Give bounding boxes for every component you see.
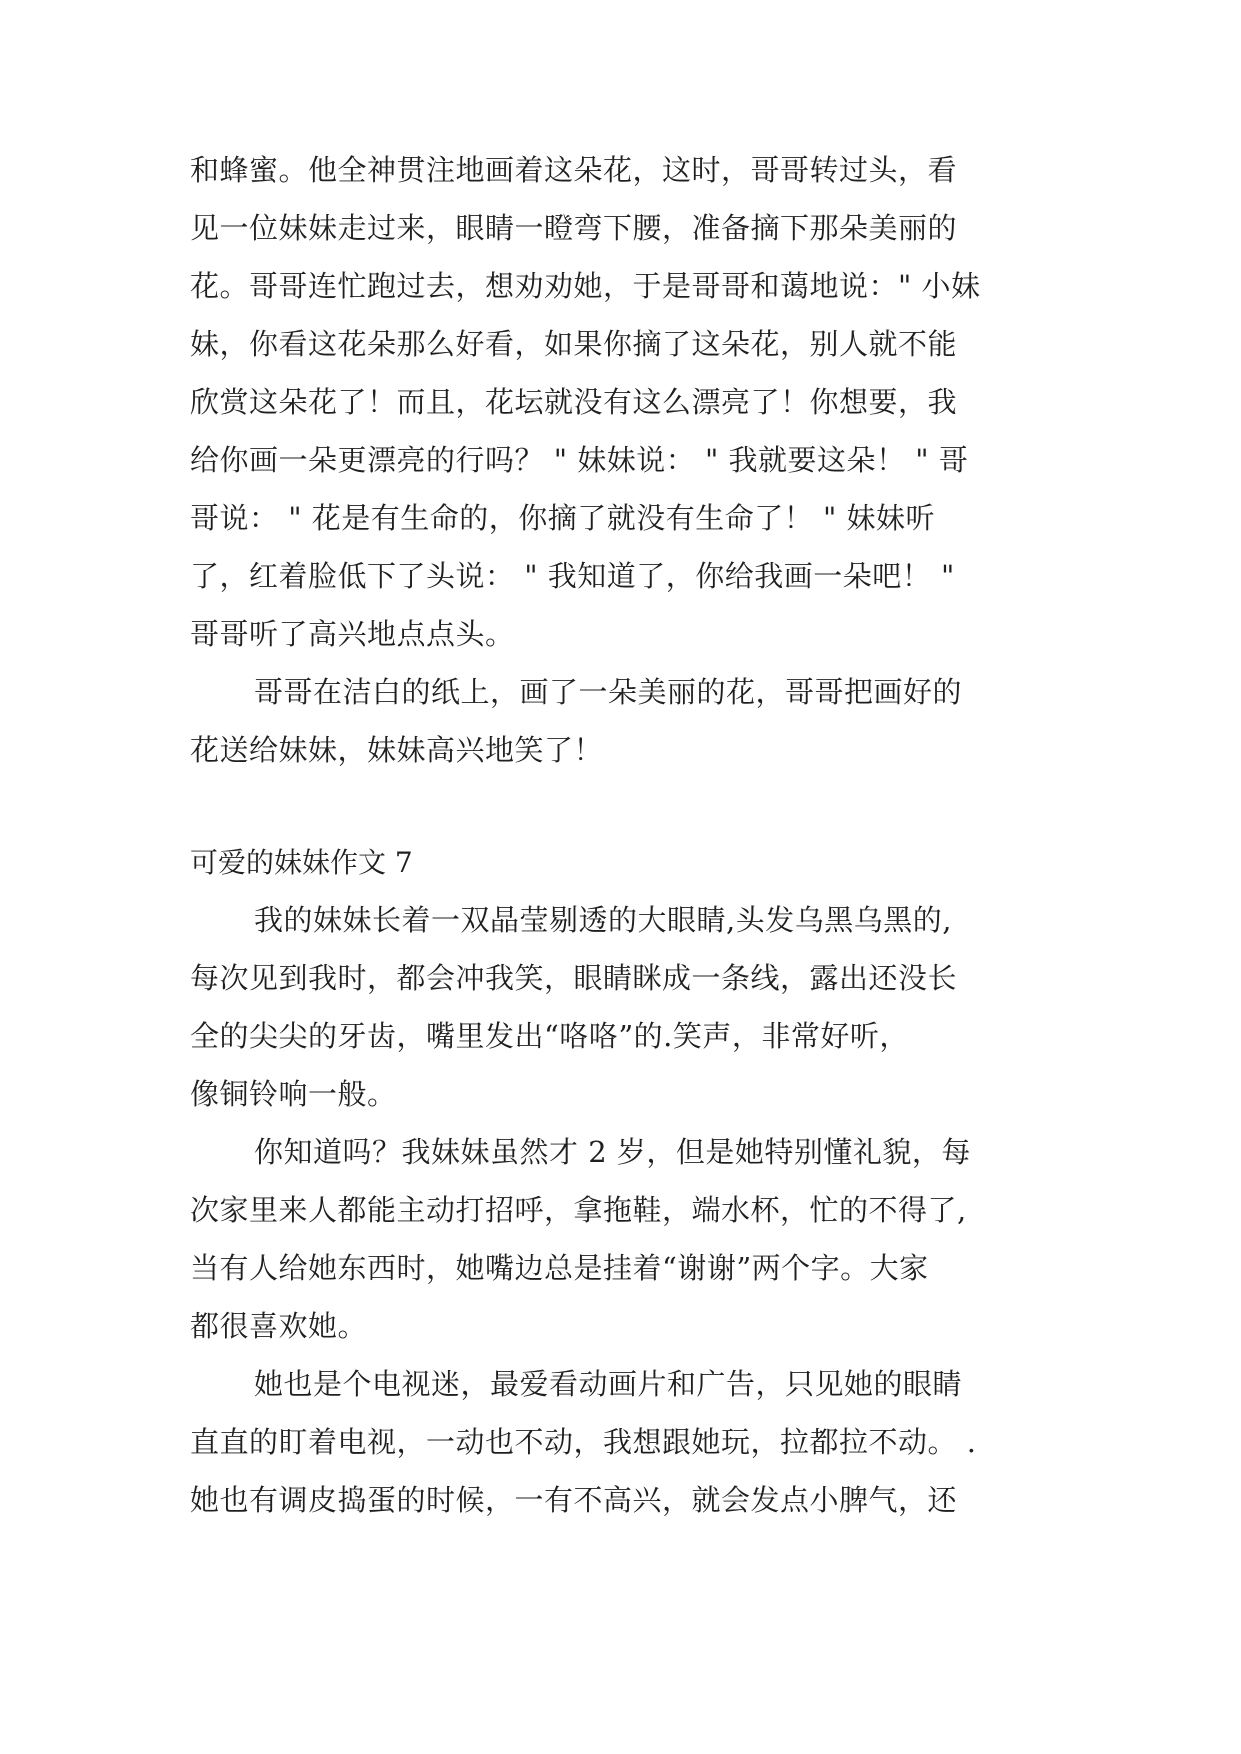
text-line: 和蜂蜜。他全神贯注地画着这朵花，这时，哥哥转过头，看	[190, 153, 958, 187]
text-line: 当有人给她东西时，她嘴边总是挂着“谢谢”两个字。大家	[190, 1251, 929, 1285]
paragraph-first-line: 你知道吗？我妹妹虽然才 2 岁，但是她特别懂礼貌，每	[254, 1135, 971, 1169]
text-line: 妹，你看这花朵那么好看，如果你摘了这朵花，别人就不能	[190, 327, 958, 361]
text-line: 见一位妹妹走过来，眼睛一瞪弯下腰，准备摘下那朵美丽的	[190, 211, 958, 245]
text-line: 哥说： " 花是有生命的，你摘了就没有生命了！ " 妹妹听	[190, 501, 936, 535]
text-line: 都很喜欢她。	[190, 1309, 368, 1343]
text-line: 哥哥听了高兴地点点头。	[190, 617, 515, 651]
text-line: 直直的盯着电视，一动也不动，我想跟她玩，拉都拉不动。 .	[190, 1425, 977, 1459]
text-line: 给你画一朵更漂亮的行吗？ " 妹妹说： " 我就要这朵！ " 哥	[190, 443, 969, 477]
text-line: 她也有调皮捣蛋的时候，一有不高兴，就会发点小脾气，还	[190, 1483, 958, 1517]
text-line: 像铜铃响一般。	[190, 1077, 397, 1111]
text-line: 每次见到我时，都会冲我笑，眼睛眯成一条线，露出还没长	[190, 961, 958, 995]
paragraph-first-line: 她也是个电视迷，最爱看动画片和广告，只见她的眼睛	[254, 1367, 963, 1401]
text-line: 欣赏这朵花了！而且，花坛就没有这么漂亮了！你想要，我	[190, 385, 958, 419]
text-line: 次家里来人都能主动打招呼，拿拖鞋，端水杯，忙的不得了,	[190, 1193, 967, 1227]
text-line: 了，红着脸低下了头说： " 我知道了，你给我画一朵吧！ "	[190, 559, 955, 593]
section-heading: 可爱的妹妹作文 7	[190, 846, 413, 879]
text-line: 全的尖尖的牙齿，嘴里发出“咯咯”的.笑声，非常好听，	[190, 1019, 909, 1053]
paragraph-first-line: 我的妹妹长着一双晶莹剔透的大眼睛,头发乌黑乌黑的,	[254, 903, 952, 937]
text-line: 花送给妹妹，妹妹高兴地笑了！	[190, 733, 604, 767]
text-line: 花。哥哥连忙跑过去，想劝劝她，于是哥哥和蔼地说：" 小妹	[190, 269, 981, 303]
paragraph-first-line: 哥哥在洁白的纸上，画了一朵美丽的花，哥哥把画好的	[254, 675, 963, 709]
